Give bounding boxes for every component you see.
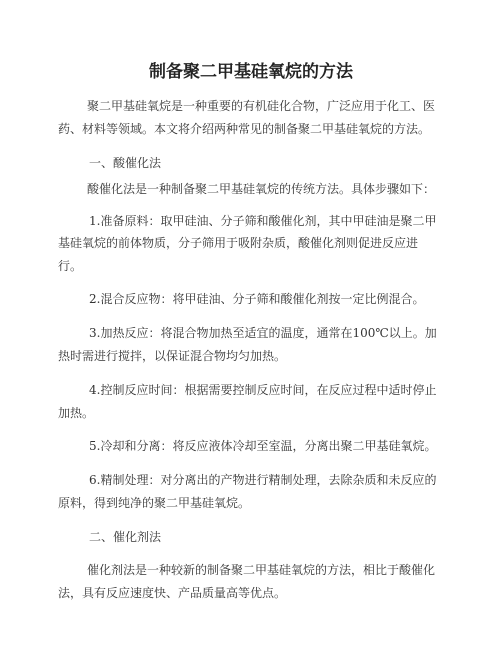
step6-line-1: 6.精制处理：对分离出的产物进行精制处理，去除杂质和未反应的: [89, 473, 437, 487]
step3-line-2: 热时需进行搅拌，以保证混合物均匀加热。: [58, 349, 287, 363]
step1-line-2: 基硅氧烷的前体物质，分子筛用于吸附杂质，酸催化剂则促进反应进: [58, 236, 419, 250]
document-title: 制备聚二甲基硅氧烷的方法: [149, 62, 353, 82]
step6-line-2: 原料，得到纯净的聚二甲基硅氧烷。: [58, 496, 251, 510]
intro-line-2: 药、材料等领域。本文将介绍两种常见的制备聚二甲基硅氧烷的方法。: [58, 122, 431, 136]
section1-heading: 一、酸催化法: [89, 156, 162, 170]
step3-line-1: 3.加热反应：将混合物加热至适宜的温度，通常在100℃以上。加: [89, 326, 437, 340]
section2-intro-line-2: 法，具有反应速度快、产品质量高等优点。: [58, 586, 287, 600]
step4-line-1: 4.控制反应时间：根据需要控制反应时间，在反应过程中适时停止: [89, 383, 437, 397]
step2-line-1: 2.混合反应物：将甲硅油、分子筛和酸催化剂按一定比例混合。: [89, 292, 425, 306]
step1-line-3: 行。: [58, 259, 83, 273]
step1-line-1: 1.准备原料：取甲硅油、分子筛和酸催化剂，其中甲硅油是聚二甲: [89, 214, 437, 228]
step5-line-1: 5.冷却和分离：将反应液体冷却至室温，分离出聚二甲基硅氧烷。: [89, 439, 437, 453]
step4-line-2: 加热。: [58, 406, 95, 420]
section2-heading: 二、催化剂法: [89, 530, 162, 544]
intro-line-1: 聚二甲基硅氧烷是一种重要的有机硅化合物，广泛应用于化工、医: [87, 99, 436, 113]
section1-intro: 酸催化法是一种制备聚二甲基硅氧烷的传统方法。具体步骤如下：: [87, 182, 436, 196]
section2-intro-line-1: 催化剂法是一种较新的制备聚二甲基硅氧烷的方法，相比于酸催化: [87, 563, 436, 577]
